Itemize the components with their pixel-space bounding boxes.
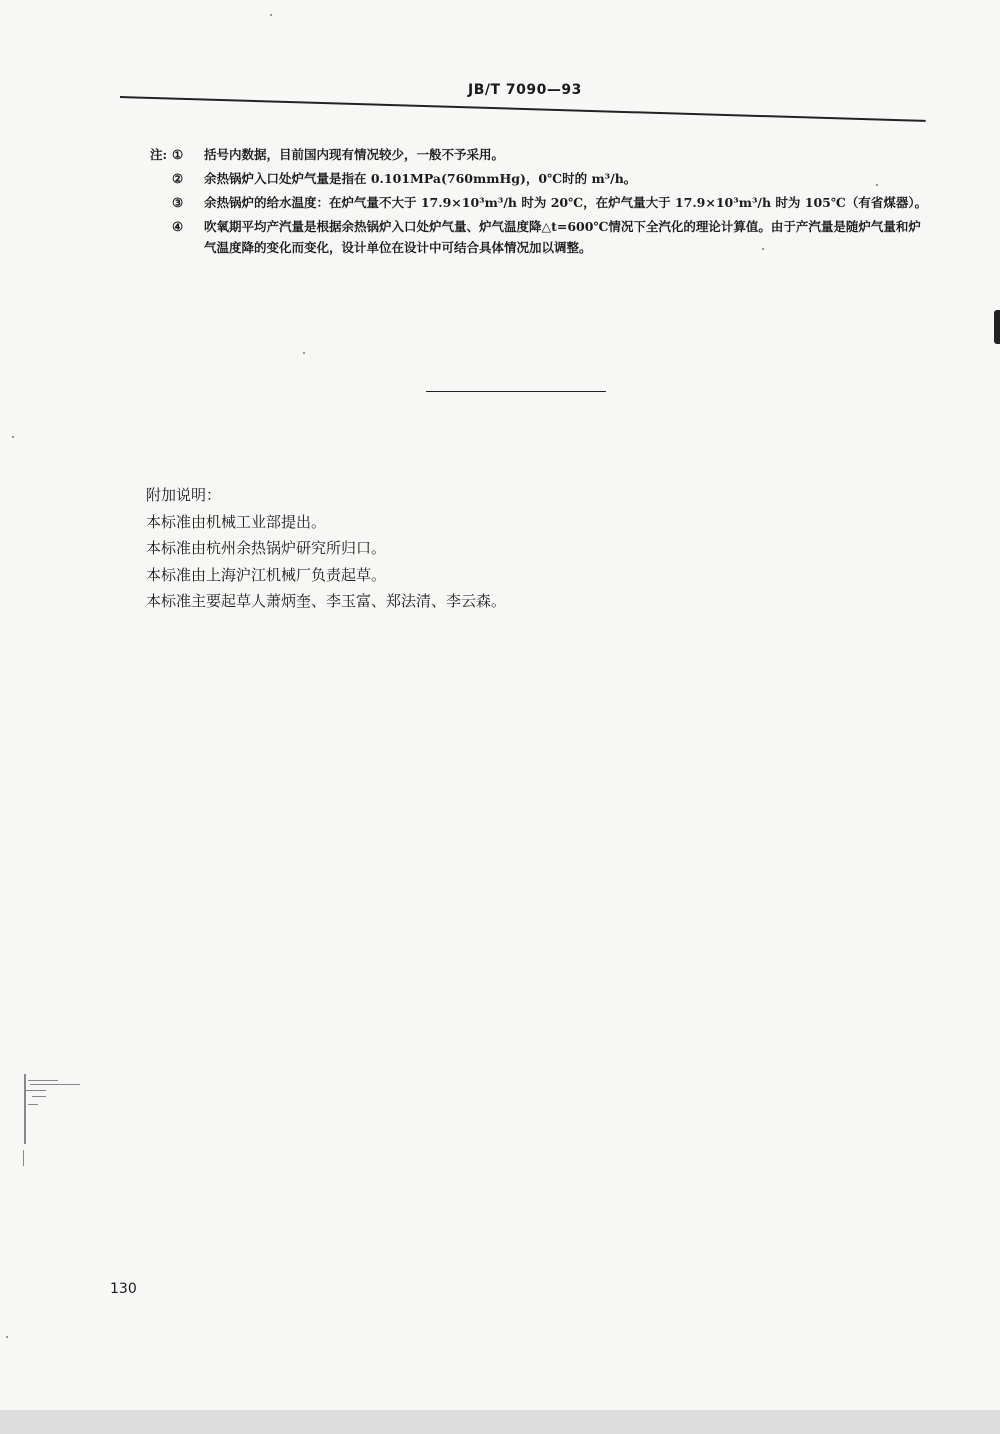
scan-speck xyxy=(12,436,14,438)
additional-notes-title: 附加说明： xyxy=(146,486,222,504)
note-number: ③ xyxy=(172,195,184,210)
note-3 xyxy=(150,192,930,213)
section-divider xyxy=(426,391,606,392)
note-2 xyxy=(150,168,930,189)
scan-speck xyxy=(762,248,764,250)
additional-line: 本标准由机械工业部提出。 xyxy=(146,512,327,531)
scan-smudge xyxy=(20,1070,80,1170)
note-number: ① xyxy=(172,147,184,162)
notes-section xyxy=(150,144,930,261)
scan-speck xyxy=(303,352,305,354)
note-number: ② xyxy=(172,171,184,186)
note-number: ④ xyxy=(172,219,184,234)
scan-speck xyxy=(876,184,878,186)
note-text: 吹氧期平均产汽量是根据余热锅炉入口处炉气量、炉气温度降△t=600℃情况下全汽化的理论计算值。由于产汽量是随炉气量和炉气温度降的变化而变化，设计单位在设计中可结合具体情况加以调整。 xyxy=(204,219,921,255)
scan-speck xyxy=(270,14,272,16)
note-text: 余热锅炉入口处炉气量是指在 0.101MPa(760mmHg)，0℃时的 m³/h。 xyxy=(204,171,637,186)
note-4 xyxy=(150,216,930,258)
additional-line: 本标准由上海沪江机械厂负责起草。 xyxy=(146,565,387,584)
scan-speck xyxy=(6,1336,8,1338)
additional-line: 本标准由杭州余热锅炉研究所归口。 xyxy=(146,539,387,557)
note-text: 括号内数据，目前国内现有情况较少，一般不予采用。 xyxy=(204,147,505,162)
note-1 xyxy=(150,144,930,165)
standard-code-header: JB/T 7090—93 xyxy=(468,82,582,98)
note-text: 余热锅炉的给水温度：在炉气量不大于 17.9×10³m³/h 时为 20℃，在炉气量大于 17.9×10³m³/h 时为 105℃（有省煤器）。 xyxy=(204,195,928,210)
additional-line: 本标准主要起草人萧炳奎、李玉富、郑法清、李云森。 xyxy=(146,592,507,610)
notes-prefix: 注: xyxy=(150,147,168,162)
scan-edge-mark xyxy=(994,310,1000,344)
page-number: 130 xyxy=(110,1281,137,1297)
additional-notes xyxy=(146,482,506,615)
viewer-bottom-strip xyxy=(0,1410,1000,1434)
header-rule xyxy=(120,96,926,122)
